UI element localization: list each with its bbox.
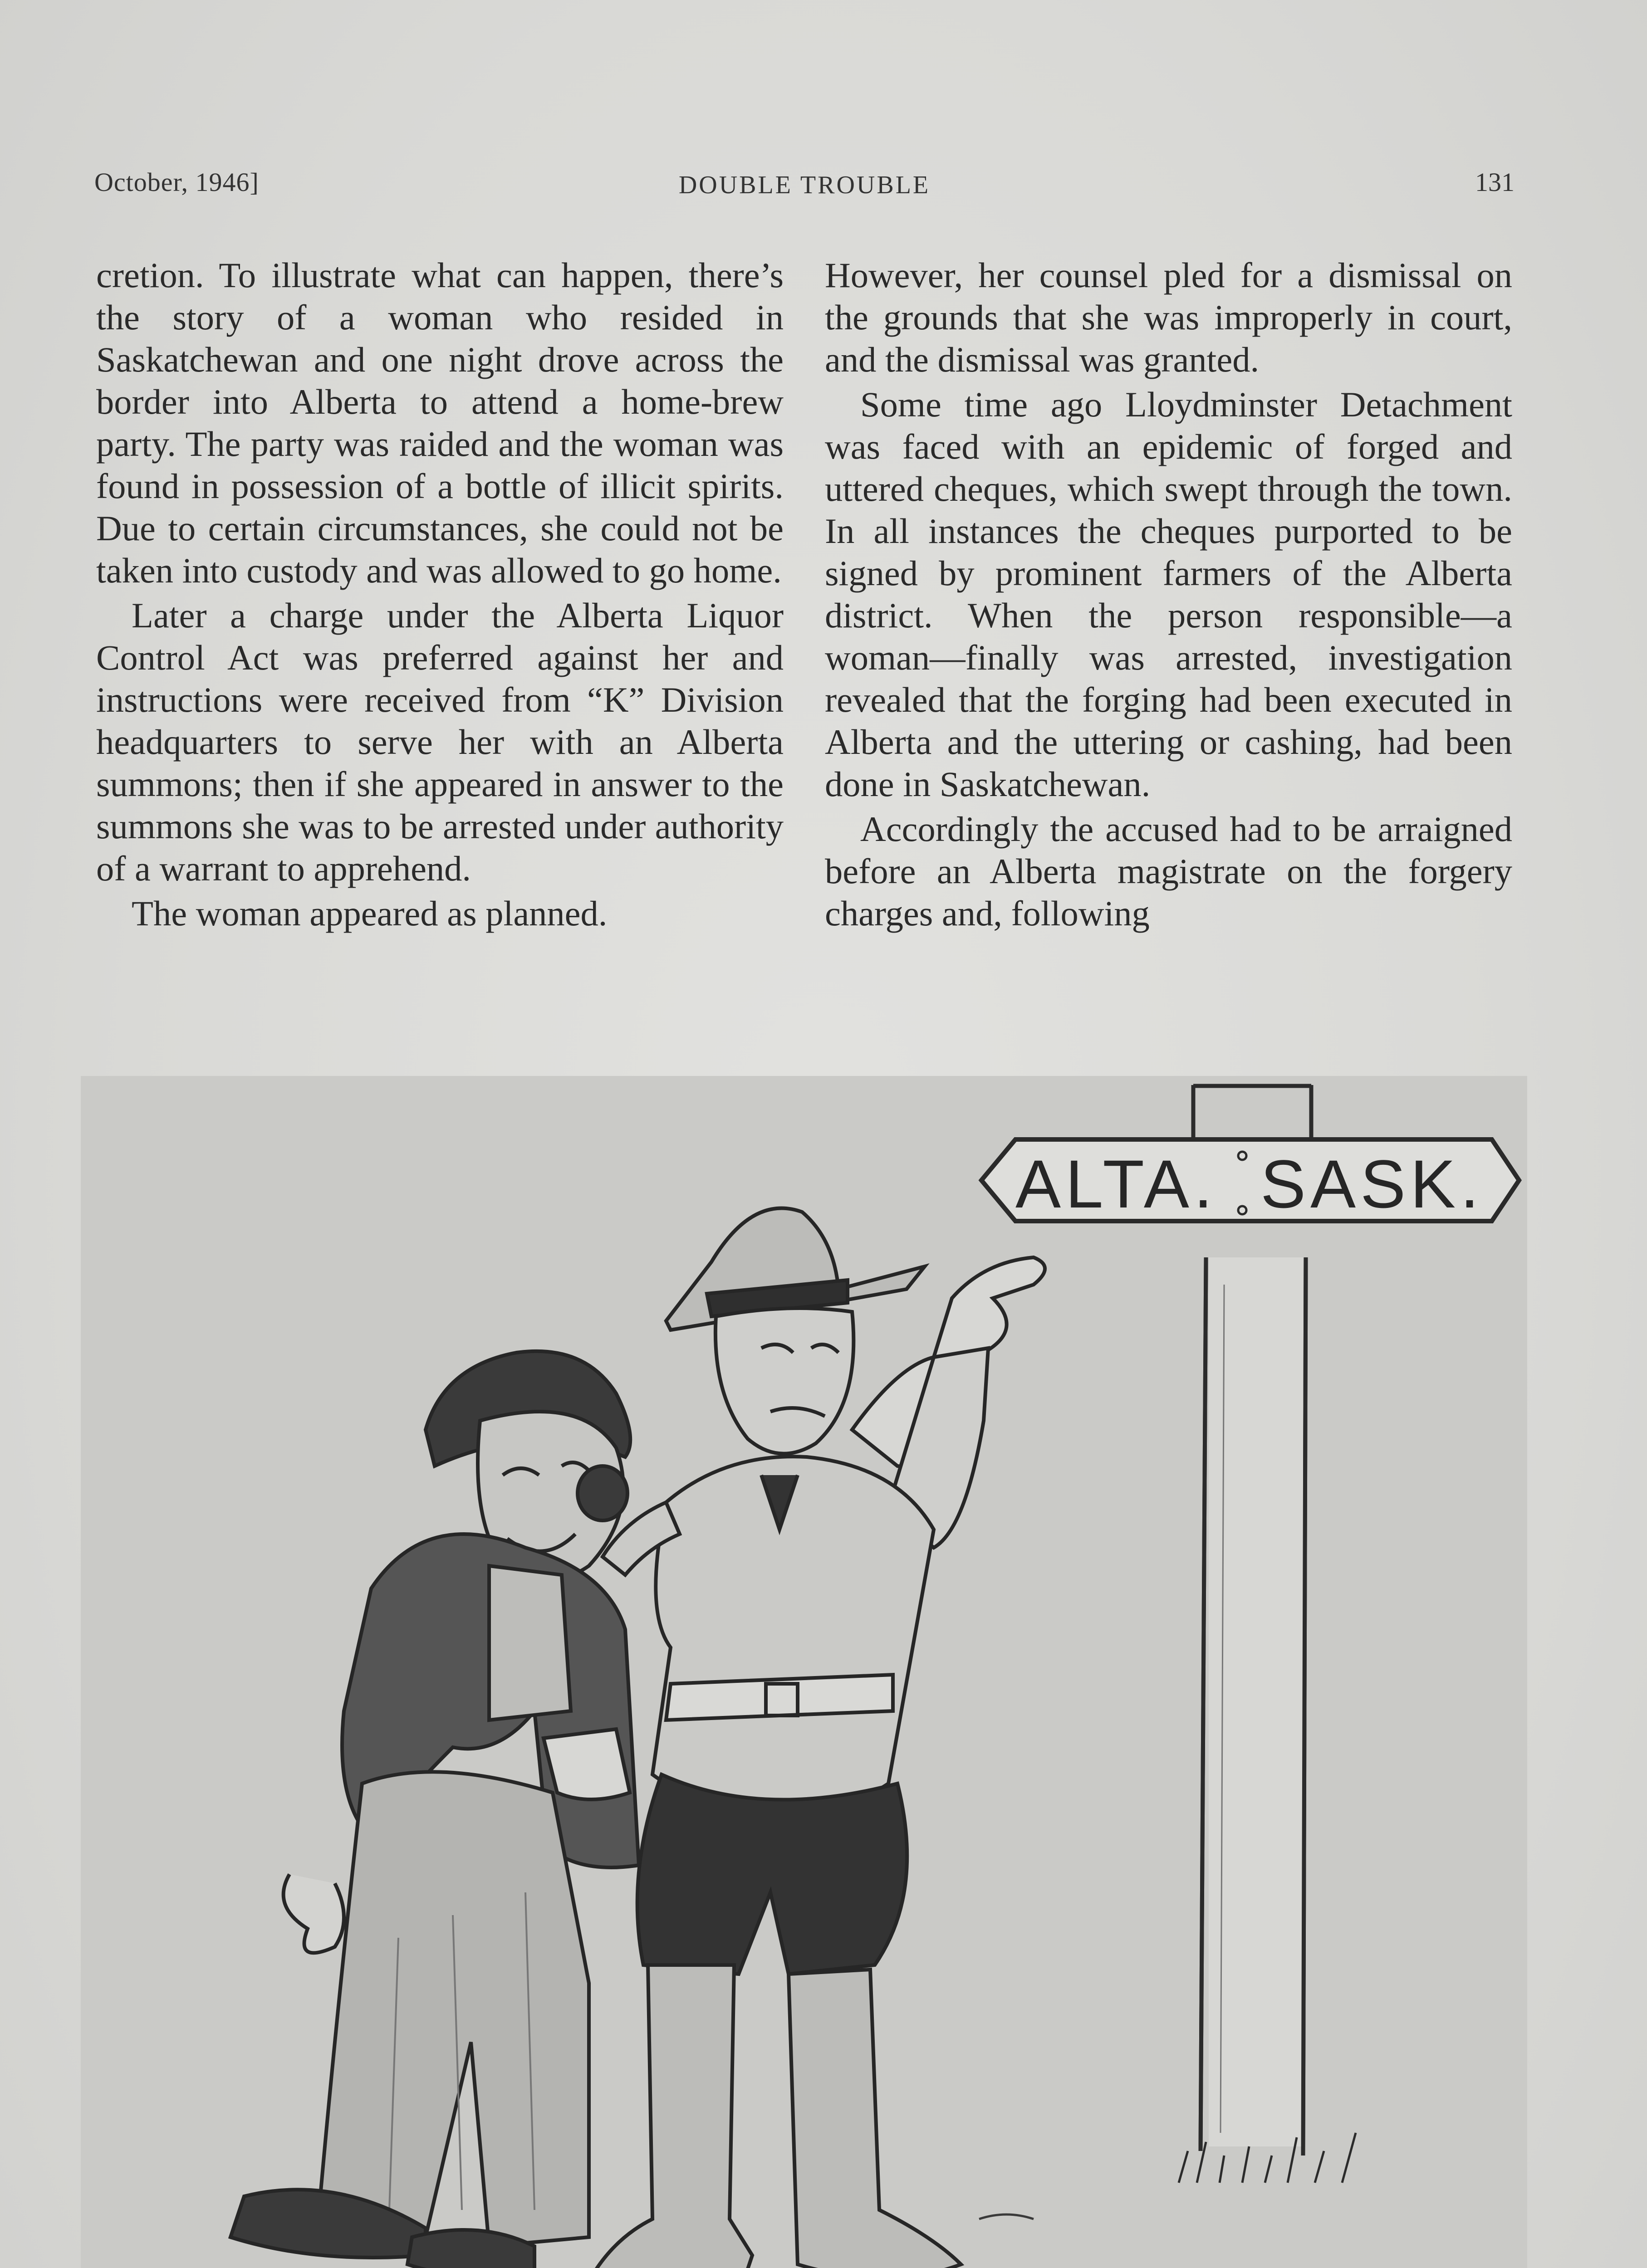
cartoon-illustration — [81, 1076, 1527, 2268]
left-column — [96, 254, 784, 934]
running-head — [94, 167, 1515, 203]
paragraph: Some time ago Lloydminster Detachment was faced with an epidemic of forged and uttered cheques, which swept through the town. In all instances the cheques purported to be signed by prominent farmers of the Alberta district. When the person responsible—a woman—finally was arrested, investigation revealed that the forging had been executed in Alberta and the uttering or cashing, had been done in Saskatchewan. — [825, 385, 1512, 804]
page-number: 131 — [1475, 167, 1515, 197]
paragraph: However, her counsel pled for a dismissal on the grounds that she was improperly in court, and the dismissal was granted. — [825, 255, 1512, 379]
border-sign — [981, 1139, 1519, 1222]
paragraph: Accordingly the accused had to be arraigned before an Alberta magistrate on the forgery charges and, following — [825, 809, 1512, 933]
paragraph: The woman appeared as planned. — [132, 894, 608, 933]
article-title: DOUBLE TROUBLE — [678, 171, 931, 199]
issue-date: October, 1946] — [94, 167, 259, 197]
paragraph: cretion. To illustrate what can happen, there’s the story of a woman who resided in Saskatchewan and one night drove across the border into Alberta to attend a home-brew party. The party was raided and the woman was found in possession of a bottle of illicit spirits. Due to certain circumstances, she could not be taken into custody and was allowed to go home. — [96, 255, 784, 590]
sign-text-sask: SASK. — [1260, 1146, 1484, 1222]
right-column — [825, 254, 1512, 934]
sign-text-alta: ALTA. — [1015, 1146, 1217, 1222]
paragraph: Later a charge under the Alberta Liquor Control Act was preferred against her and instructions were received from “K” Division headquarters to serve her with an Alberta summons; then if she appeared in answer to the summons she was to be arrested under authority of a warrant to apprehend. — [96, 596, 784, 888]
